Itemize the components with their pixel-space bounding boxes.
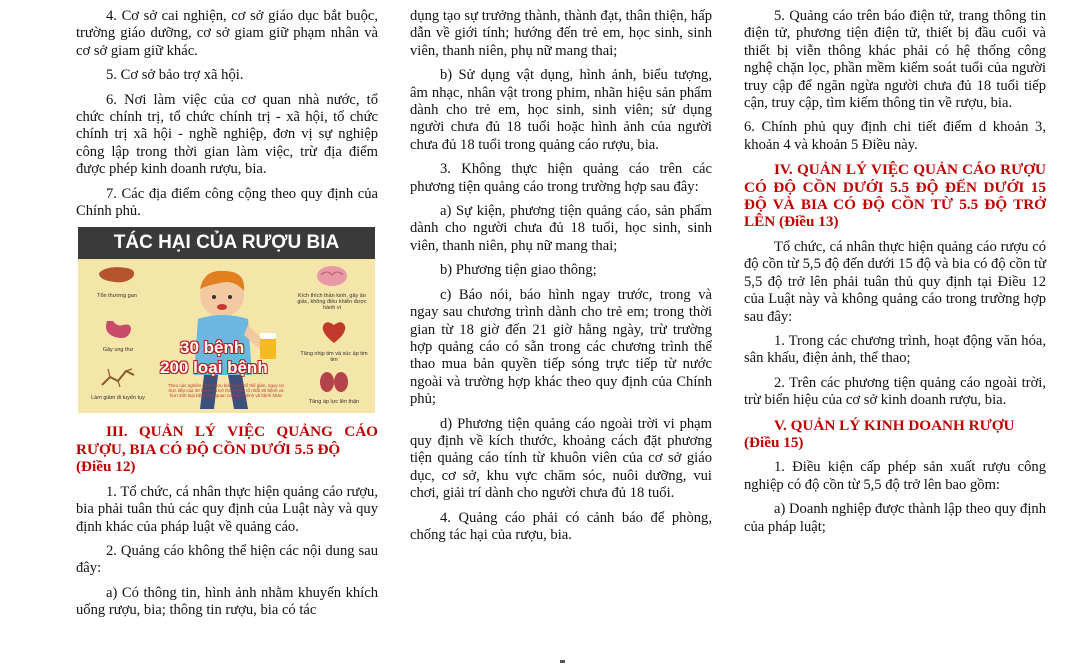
page-marker bbox=[560, 660, 565, 663]
pancreas-icon-group bbox=[88, 367, 148, 400]
paragraph: 1. Trong các chương trình, hoạt động văn hóa, sân khấu, điện ảnh, thể thao; bbox=[744, 332, 1046, 367]
paragraph: 3. Không thực hiện quảng cáo trên các phương tiện quảng cáo trong trường hợp sau đây: bbox=[410, 161, 712, 195]
organ-caption: Kích thích thần kinh, gây ảo giác, không điều khiển được hành vi bbox=[297, 292, 367, 311]
section-4-heading: IV. QUẢN LÝ VIỆC QUẢN CÁO RƯỢU CÓ ĐỘ CỒN DƯỚI 5.5 ĐỘ ĐẾN DƯỚI 15 ĐỘ VÀ BIA CÓ ĐỘ CỒN TỪ 5.5 ĐỘ TRỞ LÊN (Điều 13) bbox=[744, 161, 1046, 231]
infographic-title: TÁC HẠI CỦA RƯỢU BIA bbox=[78, 227, 375, 259]
organ-caption: Gây ung thư bbox=[102, 346, 134, 353]
disease-count-line2: 200 loại bệnh bbox=[160, 358, 268, 378]
heart-icon bbox=[319, 319, 349, 345]
paragraph: 1. Điều kiện cấp phép sản xuất rượu công nghiệp có độ cồn từ 5,5 độ trở lên bao gồm: bbox=[744, 459, 1046, 493]
infographic-body bbox=[78, 259, 375, 413]
disease-count-line1: 30 bệnh bbox=[180, 338, 245, 358]
brain-icon-group bbox=[296, 265, 368, 310]
paragraph: a) Doanh nghiệp được thành lập theo quy định của pháp luật; bbox=[744, 501, 1046, 535]
paragraph: 6. Chính phủ quy định chi tiết điểm d khoản 3, khoản 4 và khoản 5 Điều này. bbox=[744, 119, 1046, 153]
paragraph: a) Sự kiện, phương tiện quảng cáo, sản phẩm dành cho người chưa đủ 18 tuổi, học sinh, sinh viên, thanh niên, phụ nữ mang thai; bbox=[410, 203, 712, 254]
paragraph: 5. Quảng cáo trên báo điện tử, trang thông tin điện tử, phương tiện điện tử, thiết bị đầu cuối và thiết bị viễn thông khác phải có hệ thống công nghệ chặn lọc, phần mềm kiểm soát tuổi của người truy cập để ngăn ngừa người chưa đủ 18 tuổi tiếp cận, truy cập, tìm kiếm thông tin về rượu, bia. bbox=[744, 8, 1046, 112]
paragraph: c) Báo nói, báo hình ngay trước, trong và ngay sau chương trình dành cho trẻ em; trong thời gian từ 18 giờ đến 21 giờ hằng ngày, trừ trường hợp quảng cáo có sẵn trong các chương trình thể thao mua bản quyền tiếp sóng trực tiếp từ nước ngoài và trường hợp khác theo quy định của Chính phủ; bbox=[410, 286, 712, 408]
organ-caption: Tăng áp lực lên thận bbox=[308, 398, 360, 405]
paragraph: a) Có thông tin, hình ảnh nhằm khuyến khích uống rượu, bia; thông tin rượu, bia có tác bbox=[76, 584, 378, 619]
column-left bbox=[76, 8, 378, 627]
paragraph: Tổ chức, cá nhân thực hiện quảng cáo rượu có độ cồn từ 5,5 độ đến dưới 15 độ và bia có độ cồn từ 5,5 độ trở lên phải tuân thủ quy định tại Điều 12 của Luật này và không quảng cáo trong trường hợp sau đây: bbox=[744, 238, 1046, 325]
section-3-heading: III. QUẢN LÝ VIỆC QUẢNG CÁO RƯỢU, BIA CÓ ĐỘ CỒN DƯỚI 5.5 ĐỘ (Điều 12) bbox=[76, 423, 378, 476]
paragraph: 2. Trên các phương tiện quảng cáo ngoài trời, trừ biển hiệu của cơ sở kinh doanh rượu, bia. bbox=[744, 374, 1046, 409]
infographic-blurb: Theo các nghiên cứu, rượu bia là yếu tố thể gián, nguy cơ trực tiếp của 30 bệnh và trở thành yếu tố nhất 30 bệnh và hơn 200 loại bệnh liên quan của 200 bệnh và bệnh khác bbox=[167, 383, 285, 399]
kidney-icon-group bbox=[300, 371, 368, 404]
paragraph: d) Phương tiện quảng cáo ngoài trời vi phạm quy định về kích thước, khoảng cách đặt phương tiện quảng cáo tính từ khuôn viên của cơ sở giáo dục, cơ sở, khu vực chăm sóc, nuôi dưỡng, vui chơi, giải trí dành cho người chưa đủ 18 tuổi. bbox=[410, 415, 712, 502]
column-right bbox=[744, 8, 1046, 543]
organ-caption: Tăng nhịp tim và xúc áp tim tim bbox=[300, 350, 368, 363]
paragraph: 1. Tổ chức, cá nhân thực hiện quảng cáo rượu, bia phải tuân thủ các quy định của Luật này và quy định khác của pháp luật về quảng cáo. bbox=[76, 483, 378, 535]
nerve-icon bbox=[98, 367, 138, 389]
liver-icon-group bbox=[88, 265, 146, 298]
heart-icon-group bbox=[300, 319, 368, 362]
liver-icon bbox=[97, 265, 137, 287]
paragraph: 5. Cơ sở bảo trợ xã hội. bbox=[106, 67, 244, 84]
paragraph: dụng tạo sự trưởng thành, thành đạt, thân thiện, hấp dẫn về giới tính; hướng đến trẻ em, học sinh, sinh viên, thanh niên, phụ nữ mang thai; bbox=[410, 8, 712, 59]
organ-caption: Làm giảm đi tuyến tụy bbox=[91, 394, 145, 401]
paragraph: 2. Quảng cáo không thể hiện các nội dung sau đây: bbox=[76, 542, 378, 577]
organ-caption: Tổn thương gan bbox=[97, 292, 137, 299]
paragraph: 7. Các địa điểm công cộng theo quy định của Chính phủ. bbox=[76, 185, 378, 220]
kidney-icon bbox=[317, 371, 351, 393]
paragraph: b) Phương tiện giao thông; bbox=[440, 262, 597, 279]
paragraph: 6. Nơi làm việc của cơ quan nhà nước, tổ chức chính trị, tổ chức chính trị - xã hội, tổ chức chính trị xã hội - nghề nghiệp, đơn vị sự nghiệp công lập trong thời gian làm việc, trừ địa điểm được phép kinh doanh rượu, bia. bbox=[76, 91, 378, 178]
paragraph: b) Sử dụng vật dụng, hình ảnh, biểu tượng, âm nhạc, nhân vật trong phim, nhãn hiệu sản phẩm dành cho trẻ em, học sinh, sinh viên; sử dụng người chưa đủ 18 tuổi hoặc hình ảnh của người chưa đủ 18 tuổi trong quảng cáo rượu, bia. bbox=[410, 67, 712, 153]
alcohol-harm-infographic bbox=[78, 227, 375, 413]
paragraph: 4. Quảng cáo phải có cảnh báo để phòng, chống tác hại của rượu, bia. bbox=[410, 509, 712, 543]
brain-icon bbox=[315, 265, 349, 287]
paragraph: 4. Cơ sở cai nghiện, cơ sở giáo dục bắt buộc, trường giáo dưỡng, cơ sở giam giữ phạm nhân và cơ sở giam giữ khác. bbox=[76, 8, 378, 59]
column-middle bbox=[410, 8, 712, 551]
section-5-heading: V. QUẢN LÝ KINH DOANH RƯỢU (Điều 15) bbox=[744, 416, 1015, 451]
stomach-icon-group bbox=[90, 317, 146, 352]
stomach-icon bbox=[101, 317, 135, 341]
